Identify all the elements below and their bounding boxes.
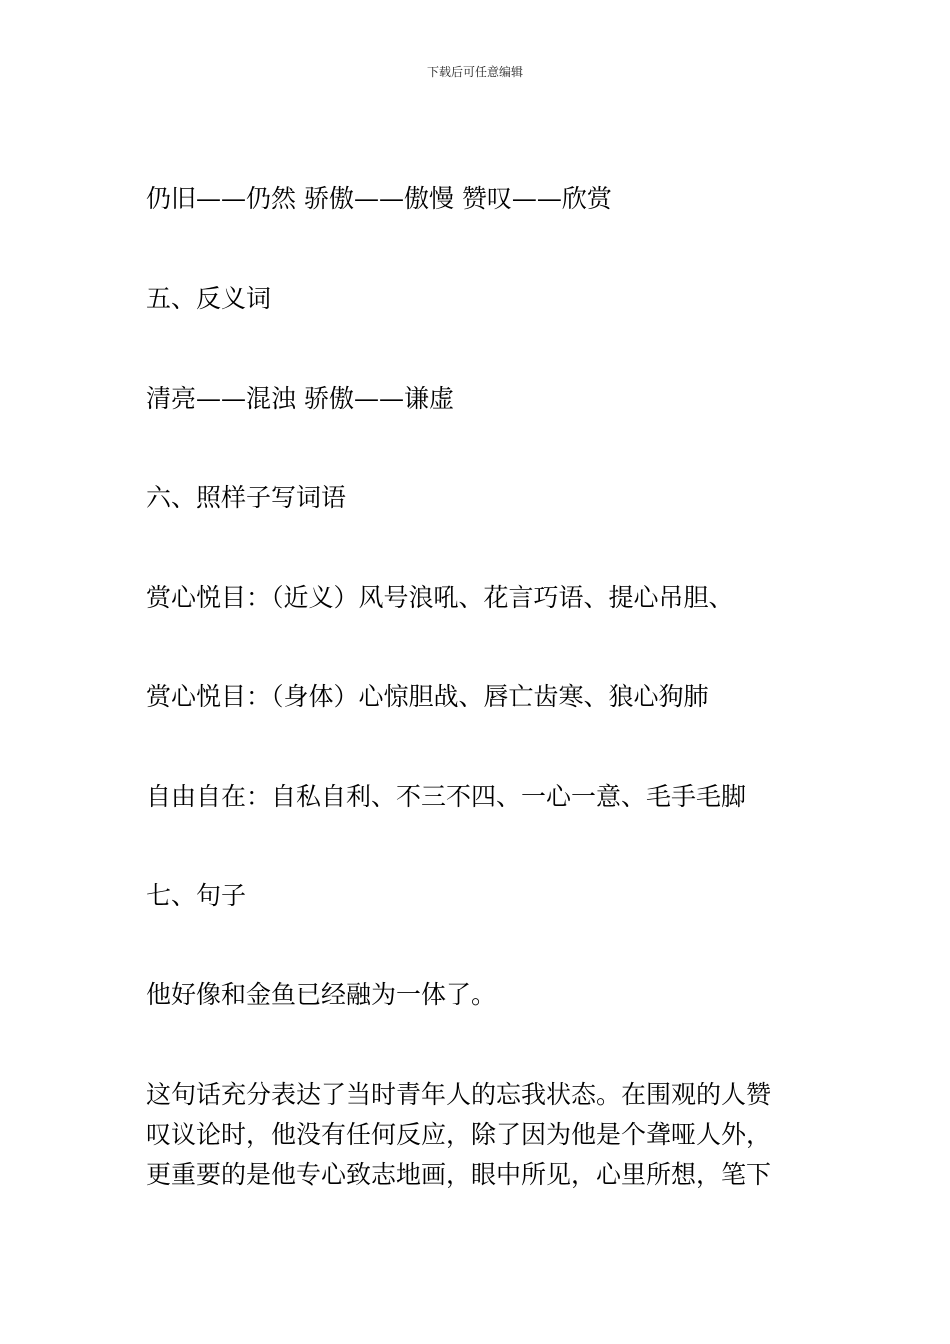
paragraph-line: 更重要的是他专心致志地画，眼中所见，心里所想，笔下 — [146, 1160, 772, 1189]
section-heading-sentences: 七、句子 — [146, 881, 247, 910]
example-line-synonym: 赏心悦目：（近义）风号浪吼、花言巧语、提心吊胆、 — [146, 583, 734, 612]
section-heading-antonyms: 五、反义词 — [146, 284, 272, 313]
example-line-free: 自由自在：自私自利、不三不四、一心一意、毛手毛脚 — [146, 782, 747, 811]
example-line-body: 赏心悦目：（身体）心惊胆战、唇亡齿寒、狼心狗肺 — [146, 682, 709, 711]
antonym-pairs-line: 清亮——混浊 骄傲——谦虚 — [146, 384, 454, 413]
paragraph-line: 叹议论时，他没有任何反应，除了因为他是个聋哑人外， — [146, 1120, 772, 1149]
paragraph-line: 这句话充分表达了当时青年人的忘我状态。在围观的人赞 — [146, 1080, 772, 1109]
example-sentence: 他好像和金鱼已经融为一体了。 — [146, 980, 497, 1009]
page-header: 下载后可任意编辑 — [426, 65, 523, 79]
explanation-paragraph — [146, 1075, 810, 1195]
synonym-pairs-line: 仍旧——仍然 骄傲——傲慢 赞叹——欣赏 — [146, 184, 612, 213]
section-heading-word-examples: 六、照样子写词语 — [146, 483, 347, 512]
